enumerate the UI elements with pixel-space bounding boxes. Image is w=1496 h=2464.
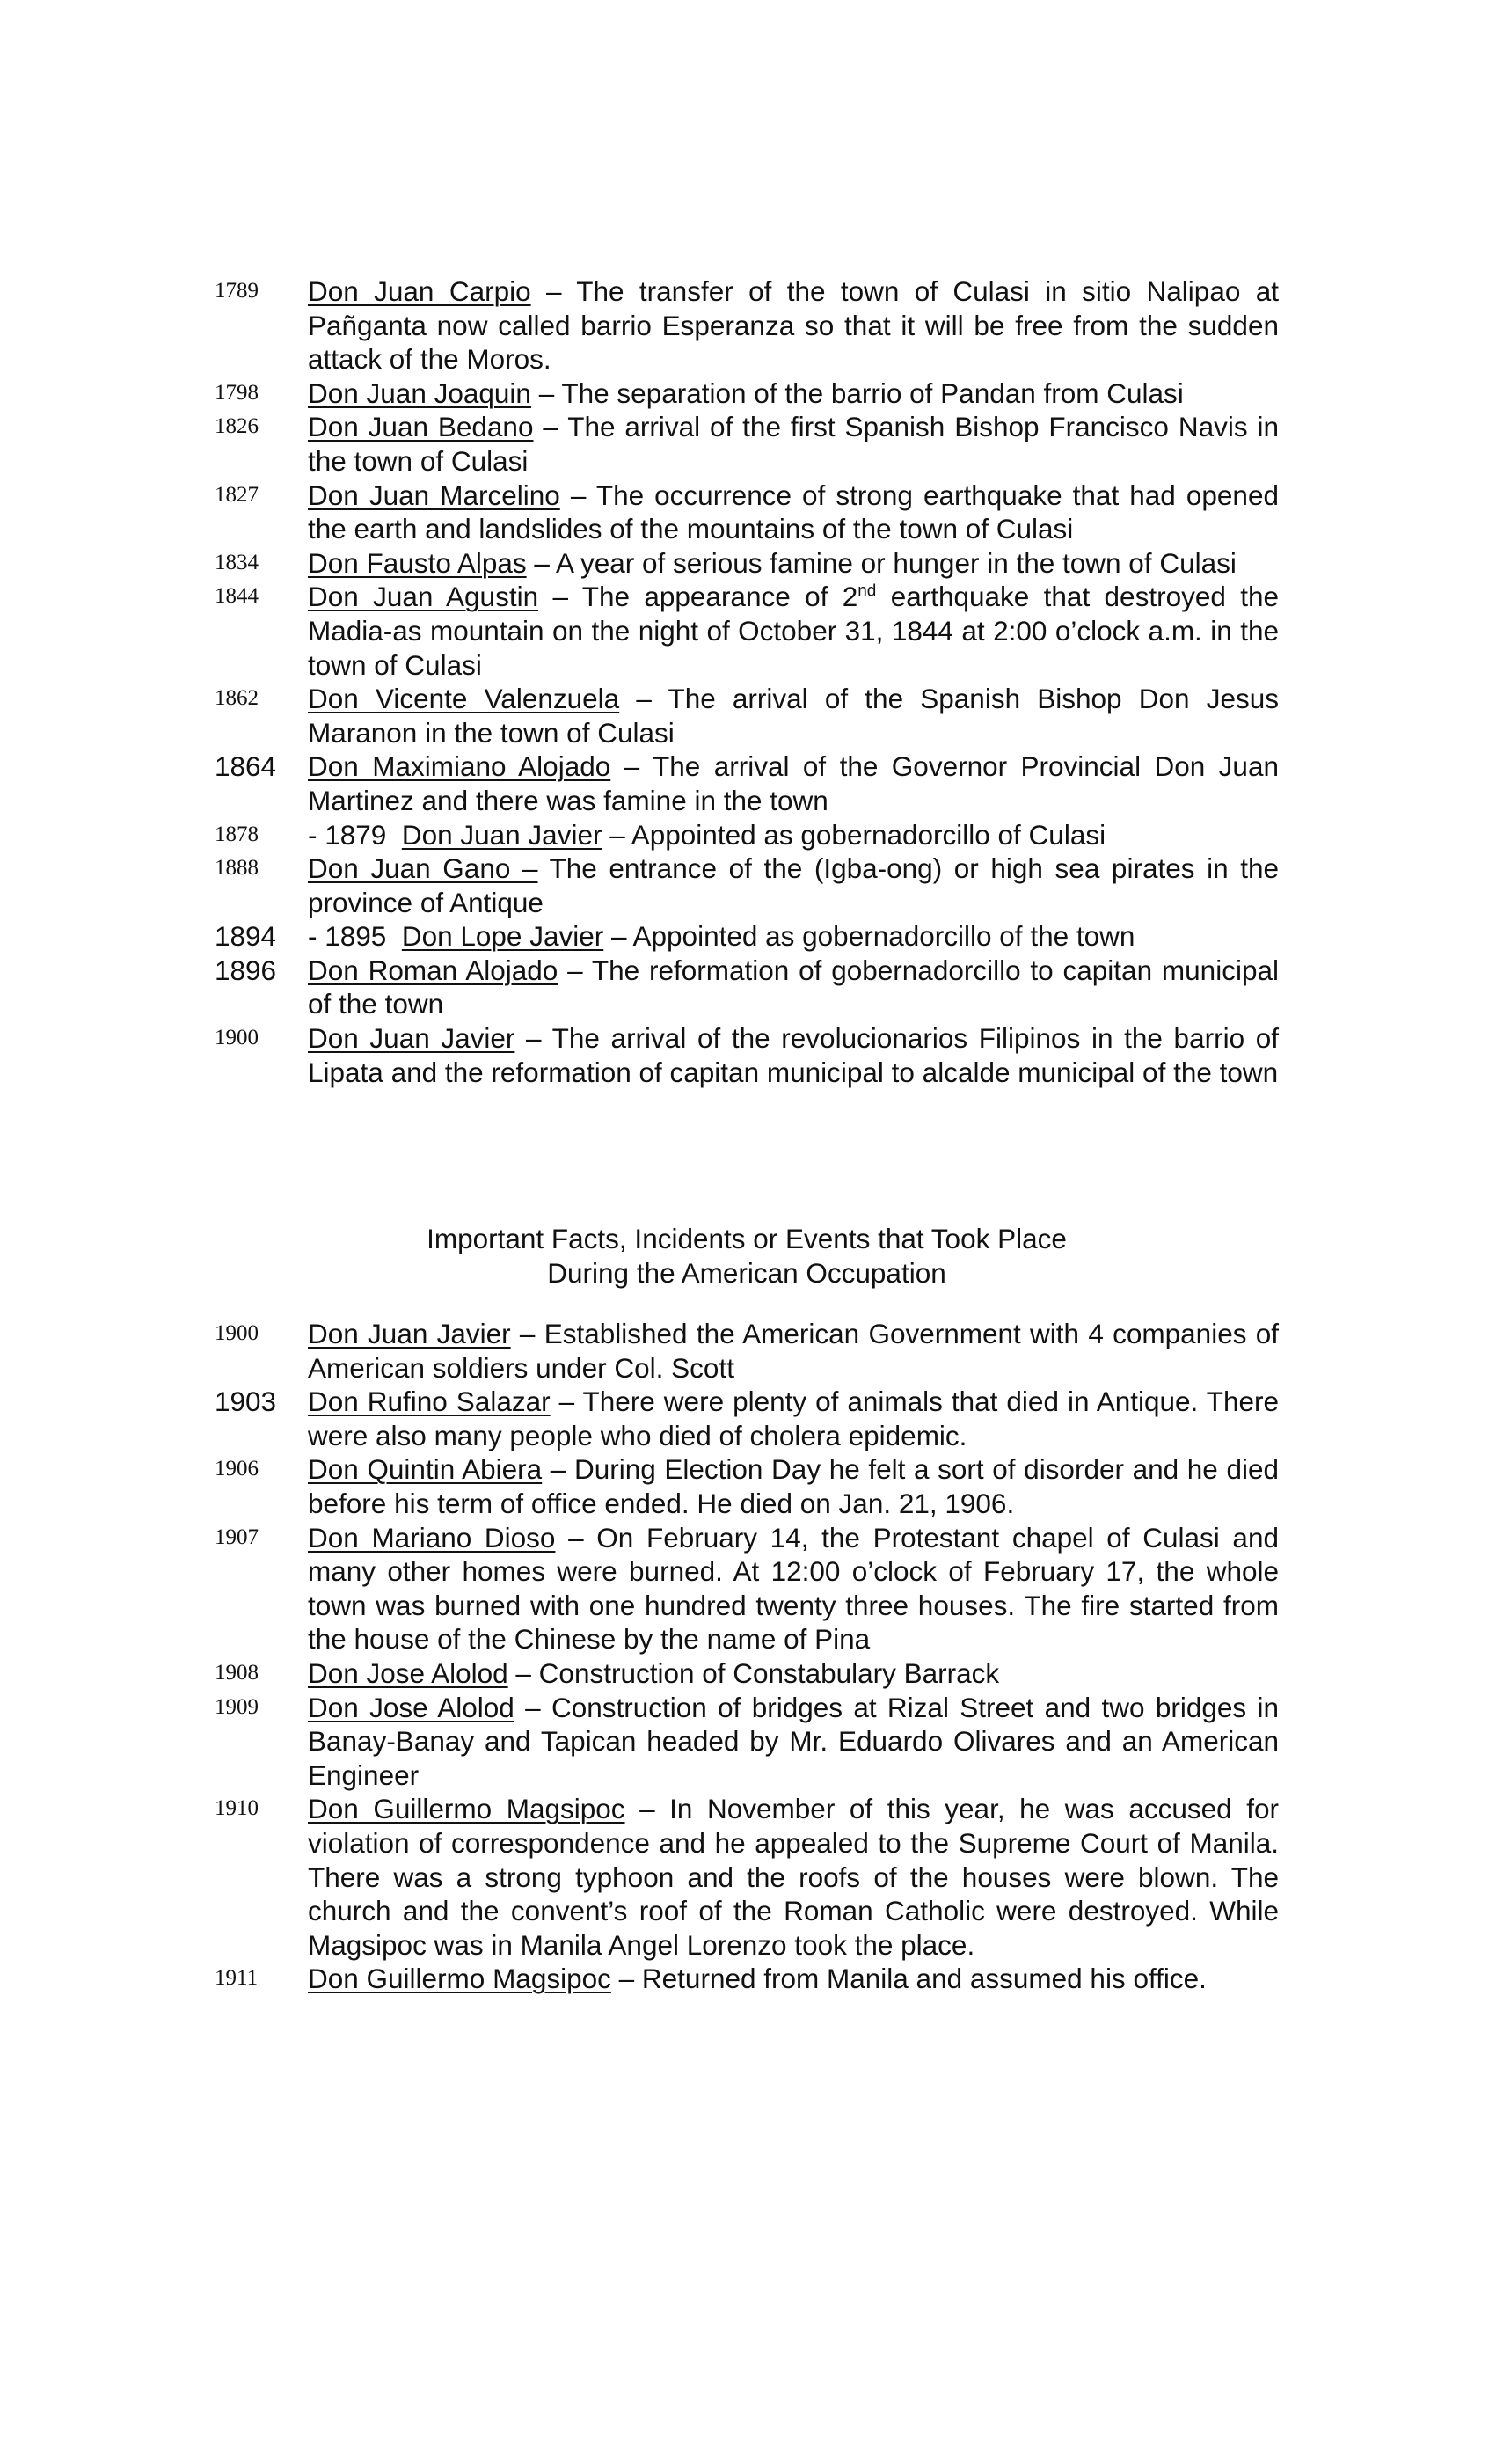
event-description: – The appearance of 2 <box>538 581 858 613</box>
event-description: – Appointed as gobernadorcillo of the town <box>603 920 1135 953</box>
event-year: 1906 <box>215 1457 259 1481</box>
official-name: Don Juan Javier <box>401 818 602 851</box>
event-description: – The reformation of gobernadorcillo to capitan municipal of the town <box>308 954 1279 1020</box>
event-year: 1911 <box>215 1966 259 1991</box>
event-year: 1864 <box>215 750 277 783</box>
event-description: – A year of serious famine or hunger in the town of Culasi <box>526 546 1237 579</box>
official-name: Don Lope Javier <box>401 920 604 953</box>
official-name: Don Jose Alolod <box>308 1656 508 1689</box>
event-text <box>308 580 1279 682</box>
event-text <box>308 1792 1279 1962</box>
event-description: – During Election Day he felt a sort of disorder and he died before his term of office ended. He died on Jan. 21, 1906. <box>308 1453 1279 1519</box>
event-entry <box>215 580 1279 682</box>
event-description: – Construction of bridges at Rizal Street and two bridges in Banay-Banay and Tapican headed by Mr. Eduardo Olivares and an American Engineer <box>308 1691 1279 1791</box>
event-entry <box>215 274 1279 377</box>
year-range-end: - 1879 <box>308 818 402 851</box>
event-entry <box>215 1691 1279 1793</box>
event-entry <box>215 682 1279 749</box>
event-text <box>308 1962 1279 1996</box>
event-year: 1888 <box>215 856 259 881</box>
event-description: – The occurrence of strong earthquake that had opened the earth and landslides of the mountains of the town of Culasi <box>308 479 1279 545</box>
event-year: 1798 <box>215 380 259 405</box>
event-entry <box>215 546 1279 581</box>
event-text <box>308 1021 1279 1089</box>
official-name: Don Rufino Salazar <box>308 1386 551 1418</box>
official-name: Don Juan Javier <box>308 1318 511 1349</box>
event-entry <box>215 852 1279 919</box>
event-year: 1903 <box>215 1386 277 1418</box>
event-entry <box>215 1962 1279 1996</box>
official-name: Don Juan Javier <box>308 1022 515 1055</box>
event-description: – In November of this year, he was accused for violation of correspondence and he appealed to the Supreme Court of Manila. There was a strong typhoon and the roofs of the houses were blown. The church and the convent’s roof of the Roman Catholic were destroyed. While Magsipoc was in Manila Angel Lorenzo took the place. <box>308 1793 1279 1961</box>
event-entry <box>215 1452 1279 1520</box>
event-year: 1862 <box>215 686 259 711</box>
event-entry <box>215 377 1279 411</box>
event-text <box>308 546 1279 581</box>
event-text <box>308 1691 1279 1793</box>
event-entry <box>215 1521 1279 1656</box>
event-entry <box>215 1021 1279 1089</box>
event-year: 1789 <box>215 279 259 303</box>
event-text <box>308 479 1279 546</box>
event-year: 1907 <box>215 1524 259 1549</box>
event-description: – Appointed as gobernadorcillo of Culasi <box>602 818 1106 851</box>
event-entry <box>215 818 1279 852</box>
event-year: 1878 <box>215 822 259 846</box>
event-year: 1908 <box>215 1660 259 1685</box>
event-text <box>308 682 1279 749</box>
event-description: – On February 14, the Protestant chapel of Culasi and many other homes were burned. At 12:00 o’clock of February 17, the whole town was burned with one hundred twenty three houses. The fire started from the house of the Chinese by the name of Pina <box>308 1521 1279 1656</box>
event-description: – The arrival of the revolucionarios Filipinos in the barrio of Lipata and the reformation of capitan municipal to alcalde municipal of the town <box>308 1022 1279 1088</box>
event-text <box>308 852 1279 919</box>
official-name: Don Jose Alolod <box>308 1691 514 1723</box>
event-description: – Returned from Manila and assumed his office. <box>610 1963 1207 1995</box>
event-text <box>308 818 1279 852</box>
event-text <box>308 1656 1279 1691</box>
event-entry <box>215 479 1279 546</box>
event-year: 1900 <box>215 1321 259 1345</box>
event-description: – Construction of Constabulary Barrack <box>507 1656 1000 1689</box>
event-description: – The arrival of the Spanish Bishop Don Jesus Maranon in the town of Culasi <box>308 683 1279 749</box>
event-description: – The separation of the barrio of Pandan from Culasi <box>530 377 1184 409</box>
event-description: The entrance of the (Igba-ong) or high sea pirates in the province of Antique <box>308 852 1279 918</box>
event-text <box>308 919 1279 954</box>
event-entry <box>215 749 1279 817</box>
event-year: 1896 <box>215 954 277 986</box>
official-name: Don Quintin Abiera <box>308 1453 543 1486</box>
official-name: Don Juan Bedano <box>308 411 534 443</box>
event-year: 1910 <box>215 1796 259 1821</box>
event-year: 1827 <box>215 482 259 507</box>
event-text <box>308 1452 1279 1520</box>
event-entry <box>215 1385 1279 1452</box>
official-name: Don Fausto Alpas <box>308 546 527 579</box>
event-description: – The arrival of the Governor Provincial Don Juan Martinez and there was famine in the town <box>308 750 1279 816</box>
event-entry <box>215 919 1279 954</box>
event-description: – The transfer of the town of Culasi in sitio Nalipao at Pañganta now called barrio Esperanza so that it will be free from the sudden attack of the Moros. <box>308 275 1279 376</box>
event-entry <box>215 1792 1279 1962</box>
event-text <box>308 377 1279 411</box>
event-text <box>308 1317 1279 1385</box>
event-entry <box>215 1317 1279 1385</box>
official-name: Don Juan Marcelino <box>308 479 560 511</box>
heading-line-1: Important Facts, Incidents or Events that Took Place <box>427 1223 1067 1254</box>
event-text <box>308 274 1279 377</box>
official-name: Don Juan Gano – <box>308 852 538 885</box>
event-year: 1826 <box>215 414 259 439</box>
section-heading <box>215 1222 1279 1290</box>
ordinal-suffix: nd <box>857 581 877 601</box>
event-description: – There were plenty of animals that died in Antique. There were also many people who died of cholera epidemic. <box>308 1386 1279 1451</box>
official-name: Don Juan Carpio <box>308 275 531 307</box>
official-name: Don Mariano Dioso <box>308 1521 556 1554</box>
official-name: Don Vicente Valenzuela <box>308 683 620 715</box>
event-entry <box>215 410 1279 478</box>
official-name: Don Guillermo Magsipoc <box>308 1793 625 1825</box>
event-text <box>308 749 1279 817</box>
event-text <box>308 1521 1279 1656</box>
event-text <box>308 410 1279 478</box>
official-name: Don Guillermo Magsipoc <box>308 1963 611 1995</box>
heading-line-2: During the American Occupation <box>547 1256 946 1289</box>
event-year: 1909 <box>215 1694 259 1719</box>
event-entry <box>215 1656 1279 1691</box>
year-range-end: - 1895 <box>308 920 402 953</box>
official-name: Don Maximiano Alojado <box>308 750 611 783</box>
event-year: 1834 <box>215 550 259 574</box>
event-year: 1900 <box>215 1026 259 1050</box>
event-text <box>308 954 1279 1021</box>
event-description: – Established the American Government with 4 companies of American soldiers under Col. Scott <box>308 1318 1279 1384</box>
event-description-cont: earthquake that destroyed the Madia-as mountain on the night of October 31, 1844 at 2:00 o’clock a.m. in the town of Culasi <box>308 581 1280 681</box>
official-name: Don Juan Joaquin <box>308 377 531 409</box>
event-description: – The arrival of the first Spanish Bishop Francisco Navis in the town of Culasi <box>308 411 1280 477</box>
event-year: 1894 <box>215 920 277 953</box>
event-entry <box>215 954 1279 1021</box>
event-year: 1844 <box>215 584 259 609</box>
american-era-events <box>215 1317 1279 1996</box>
official-name: Don Roman Alojado <box>308 954 558 986</box>
event-text <box>308 1385 1279 1452</box>
official-name: Don Juan Agustin <box>308 581 539 613</box>
spanish-era-events <box>215 274 1279 1089</box>
